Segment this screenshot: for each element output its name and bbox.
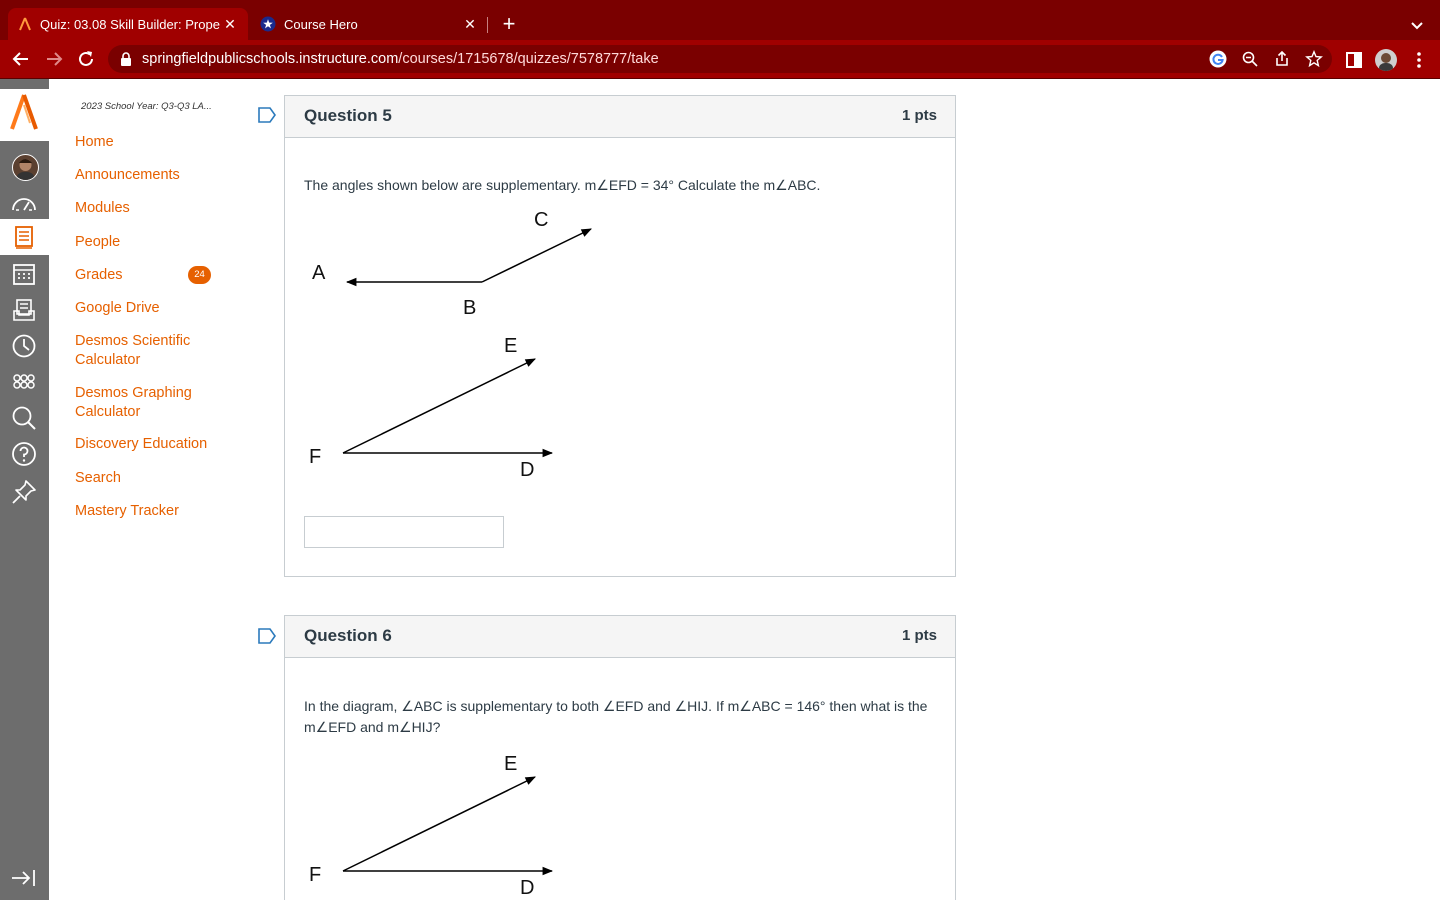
flag-question-icon[interactable] xyxy=(258,107,276,123)
course-nav-people[interactable]: People xyxy=(75,234,121,250)
angles-diagram xyxy=(285,196,955,476)
address-bar[interactable] xyxy=(108,45,1332,73)
course-nav-desmos-graphing[interactable]: Desmos Graphing Calculator xyxy=(75,385,192,420)
label-e: E xyxy=(504,753,518,775)
question-title: Question 6 xyxy=(304,626,392,645)
label-b: B xyxy=(463,297,477,319)
pin-icon[interactable] xyxy=(10,478,38,506)
question-points: 1 pts xyxy=(901,107,937,124)
course-nav-announcements[interactable]: Announcements xyxy=(75,167,180,183)
reload-icon[interactable] xyxy=(75,48,97,70)
angle-efd-diagram xyxy=(285,746,955,900)
share-icon[interactable] xyxy=(1273,50,1291,68)
question-title: Question 5 xyxy=(304,106,392,125)
calendar-icon[interactable] xyxy=(10,260,38,288)
canvas-logo[interactable] xyxy=(0,89,49,141)
canvas-favicon-icon xyxy=(18,17,32,31)
course-hero-favicon-icon xyxy=(260,16,276,32)
history-clock-icon[interactable] xyxy=(10,332,38,360)
profile-avatar-icon xyxy=(1375,49,1397,71)
question-5 xyxy=(284,95,956,577)
profile-avatar[interactable] xyxy=(1375,49,1397,71)
new-tab-button[interactable]: + xyxy=(502,11,516,36)
course-nav-google-drive[interactable]: Google Drive xyxy=(75,300,160,316)
url-host: springfieldpublicschools.instructure.com xyxy=(142,51,399,67)
course-nav-modules[interactable]: Modules xyxy=(75,200,130,216)
course-nav-grades[interactable]: Grades xyxy=(75,267,123,283)
tab-title: Course Hero xyxy=(284,16,358,32)
question-6 xyxy=(284,615,956,900)
zoom-icon[interactable] xyxy=(1241,50,1259,68)
browser-toolbar xyxy=(0,40,1440,79)
course-navigation xyxy=(49,79,259,900)
course-nav-desmos-scientific[interactable]: Desmos Scientific Calculator xyxy=(75,333,191,368)
back-arrow-icon[interactable] xyxy=(10,48,32,70)
grades-count-badge: 24 xyxy=(188,266,211,284)
url-text[interactable] xyxy=(142,45,659,73)
tab-title: Quiz: 03.08 Skill Builder: Prope xyxy=(40,16,220,32)
close-tab-icon[interactable]: ✕ xyxy=(224,15,236,32)
label-f: F xyxy=(309,446,322,468)
tab-quiz[interactable] xyxy=(8,8,248,40)
course-nav-discovery-education[interactable]: Discovery Education xyxy=(75,436,208,452)
canvas-logo-icon xyxy=(0,89,49,141)
ray-fe xyxy=(343,777,535,871)
tab-search-chevron-icon[interactable] xyxy=(1408,16,1426,34)
question-text: The angles shown below are supplementary. m∠EFD = 34° Calculate the m∠ABC. xyxy=(304,177,821,193)
label-d: D xyxy=(520,877,535,899)
collapse-nav-icon[interactable] xyxy=(10,864,38,892)
inbox-icon[interactable] xyxy=(10,296,38,324)
account-avatar-icon xyxy=(13,155,38,180)
tab-course-hero[interactable] xyxy=(250,8,488,40)
tab-divider xyxy=(487,17,488,33)
angle-abc xyxy=(312,209,591,319)
courses-icon[interactable] xyxy=(10,223,38,251)
account-avatar[interactable] xyxy=(12,154,39,181)
label-f: F xyxy=(309,864,322,886)
question-header xyxy=(285,616,955,658)
course-nav-mastery-tracker[interactable]: Mastery Tracker xyxy=(75,503,179,519)
search-icon[interactable] xyxy=(10,404,38,432)
help-icon[interactable] xyxy=(10,440,38,468)
ray-fe xyxy=(343,359,535,453)
close-tab-icon[interactable]: ✕ xyxy=(464,15,476,32)
side-panel-icon[interactable] xyxy=(1344,50,1364,70)
course-nav-search[interactable]: Search xyxy=(75,470,121,486)
dashboard-icon[interactable] xyxy=(10,190,38,218)
kebab-menu-icon[interactable] xyxy=(1409,50,1429,70)
url-path: /courses/1715678/quizzes/7578777/take xyxy=(398,51,659,67)
label-e: E xyxy=(504,335,518,357)
bookmark-star-icon[interactable] xyxy=(1305,50,1323,68)
browser-tab-bar xyxy=(0,0,1440,40)
label-a: A xyxy=(312,262,326,284)
forward-arrow-icon[interactable] xyxy=(43,48,65,70)
google-lens-icon[interactable] xyxy=(1209,50,1227,68)
question-header xyxy=(285,96,955,138)
global-navigation xyxy=(0,79,49,900)
flag-question-icon[interactable] xyxy=(258,628,276,644)
label-c: C xyxy=(534,209,549,231)
lock-icon[interactable] xyxy=(120,52,132,66)
label-d: D xyxy=(520,459,535,476)
breadcrumb[interactable]: 2023 School Year: Q3-Q3 LA... xyxy=(81,101,212,112)
question-text: In the diagram, ∠ABC is supplementary to both ∠EFD and ∠HIJ. If m∠ABC = 146° then what is the m∠EFD and m∠HIJ? xyxy=(304,698,928,735)
course-nav-home[interactable]: Home xyxy=(75,134,114,150)
ray-bc xyxy=(482,229,591,282)
question-points: 1 pts xyxy=(901,627,937,644)
answer-input[interactable] xyxy=(304,516,504,548)
angle-efd xyxy=(309,335,552,476)
commons-icon[interactable] xyxy=(10,368,38,396)
